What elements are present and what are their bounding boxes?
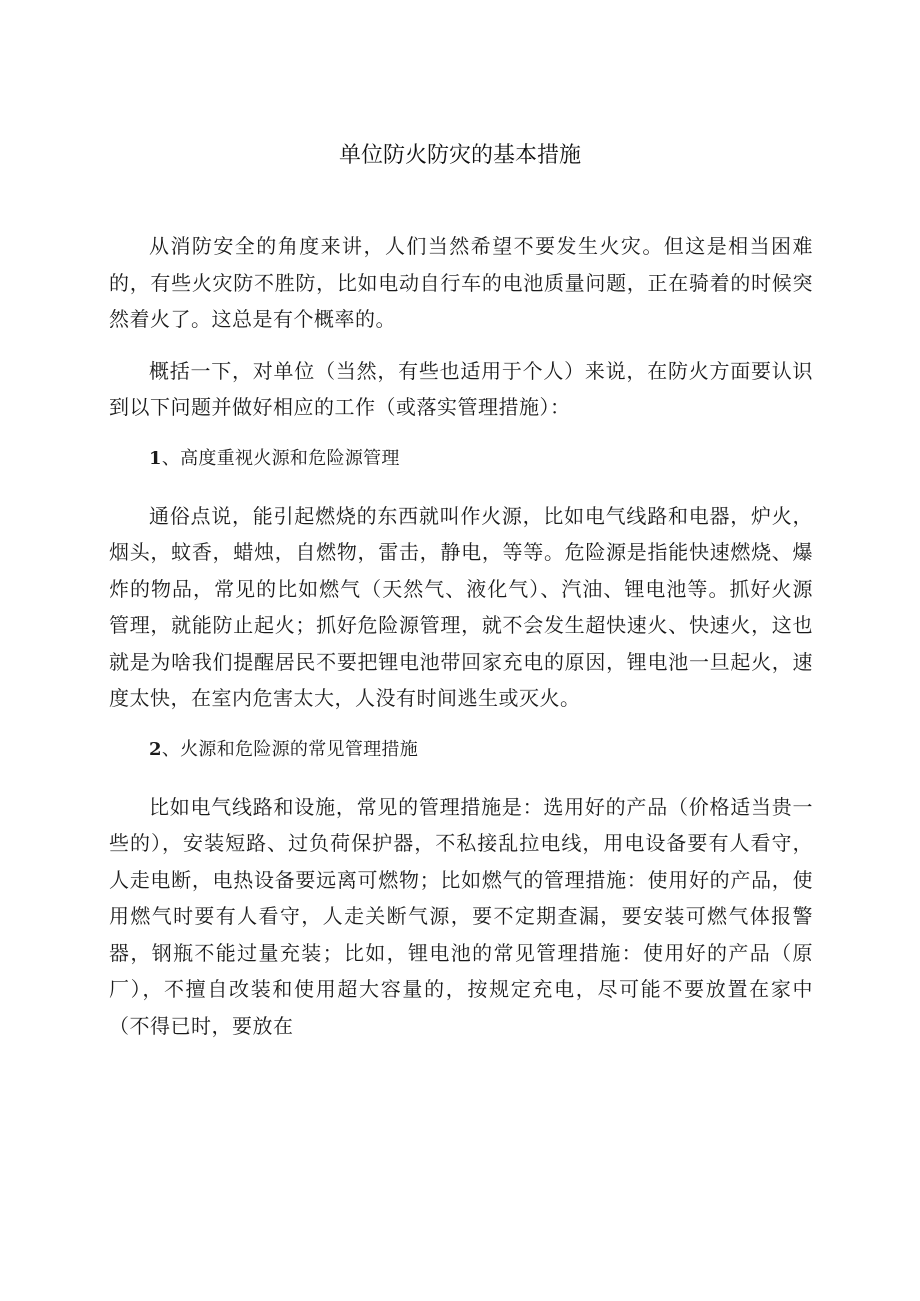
- section-2-heading-text: 、火源和危险源的常见管理措施: [161, 738, 419, 760]
- intro-paragraph: 从消防安全的角度来讲，人们当然希望不要发生火灾。但这是相当困难的，有些火灾防不胜防，比如电动自行车的电池质量问题，正在骑着的时候突然着火了。这总是有个概率的。: [109, 234, 813, 331]
- section-2-number: 2: [149, 738, 162, 760]
- document-title: 单位防火防灾的基本措施: [338, 143, 581, 168]
- section-1-heading: [109, 441, 813, 477]
- section-1-body: 通俗点说，能引起燃烧的东西就叫作火源，比如电气线路和电器，炉火，烟头，蚊香，蜡烛，自燃物，雷击，静电，等等。危险源是指能快速燃烧、爆炸的物品，常见的比如燃气（天然气、液化气）、汽油、锂电池等。抓好火源管理，就能防止起火；抓好危险源管理，就不会发生超快速火、快速火，这也就是为啥我们提醒居民不要把锂电池带回家充电的原因，锂电池一旦起火，速度太快，在室内危害太大，人没有时间逃生或灭火。: [109, 503, 813, 710]
- section-1-heading-text: 、高度重视火源和危险源管理: [161, 447, 400, 469]
- section-1-number: 1: [149, 447, 162, 469]
- section-2-heading: [109, 732, 813, 768]
- section-2-body: 比如电气线路和设施，常见的管理措施是：选用好的产品（价格适当贵一些的），安装短路、过负荷保护器，不私接乱拉电线，用电设备要有人看守，人走电断，电热设备要远离可燃物；比如燃气的管理措施：使用好的产品，使用燃气时要有人看守，人走关断气源，要不定期查漏，要安装可燃气体报警器，钢瓶不能过量充装；比如，锂电池的常见管理措施：使用好的产品（原厂），不擅自改装和使用超大容量的，按规定充电，尽可能不要放置在家中（不得已时，要放在: [109, 794, 813, 1038]
- summary-paragraph: 概括一下，对单位（当然，有些也适用于个人）来说，在防火方面要认识到以下问题并做好相应的工作（或落实管理措施）：: [109, 358, 813, 419]
- document-body: [109, 228, 813, 1044]
